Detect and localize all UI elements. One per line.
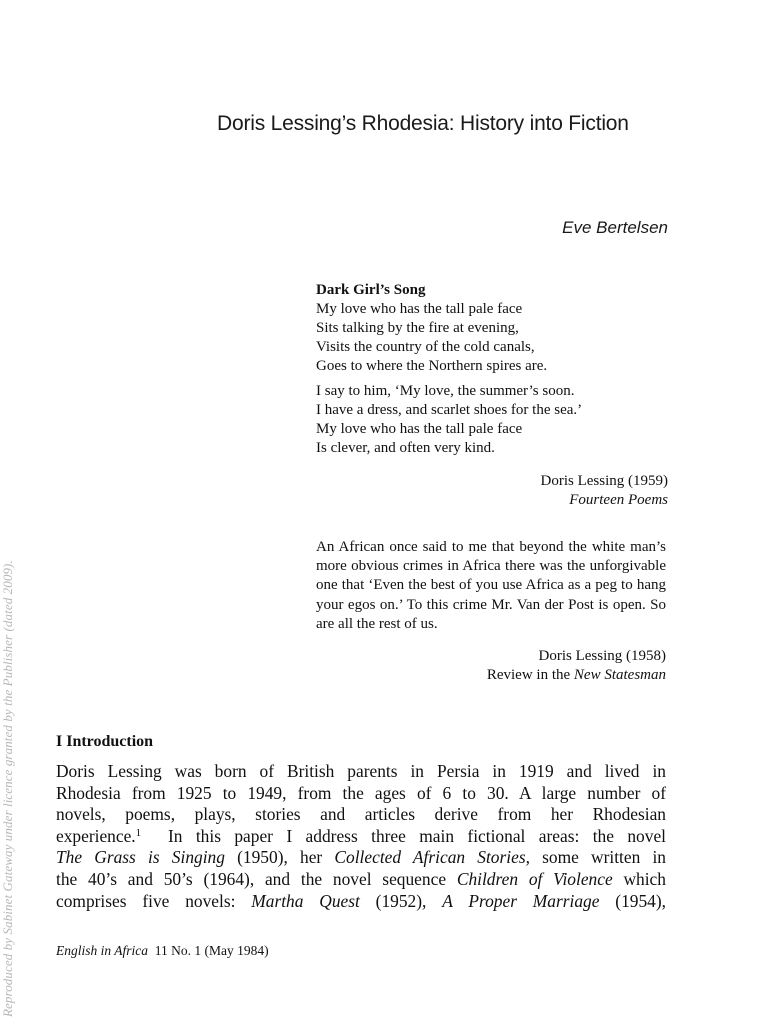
poem-line: Visits the country of the cold canals, [316, 339, 535, 355]
paper-title: Doris Lessing’s Rhodesia: History into Fiction [217, 112, 629, 135]
work-title: A Proper Marriage [442, 890, 600, 911]
journal-issue: 11 No. 1 (May 1984) [154, 943, 269, 958]
section-heading: I Introduction [56, 733, 154, 750]
poem-line: My love who has the tall pale face [316, 301, 523, 317]
quote-text: An African once said to me that beyond the white man’s more obvious crimes in Africa there was the unforgivable one that ‘Even the best of you use Africa as a peg to hang your egos on.’ To this crime Mr. Van der Post is open. So are all the rest of us. [316, 539, 666, 632]
attribution-line [316, 666, 666, 685]
body-line [56, 869, 666, 891]
poem-stanza-2 [316, 382, 668, 458]
poem-line: I say to him, ‘My love, the summer’s soon. [316, 383, 575, 399]
attribution-source: New Statesman [573, 667, 666, 684]
author-name: Eve Bertelsen [562, 218, 668, 237]
poem-epigraph [316, 281, 668, 510]
journal-footer [56, 943, 269, 959]
attribution-author-year: Doris Lessing (1958) [538, 648, 666, 665]
poem-line: Sits talking by the fire at evening, [316, 320, 519, 336]
poem-attribution [316, 472, 668, 510]
quote-epigraph [316, 538, 666, 685]
reproduction-watermark: Reproduced by Sabinet Gateway under licence granted by the Publisher (dated 2009). [0, 560, 15, 1017]
body-line: Doris Lessing was born of British parents in Persia in 1919 and lived in [56, 761, 666, 781]
body-line [56, 826, 666, 848]
poem-stanza-1 [316, 300, 668, 376]
poem-line: Goes to where the Northern spires are. [316, 358, 548, 374]
quote-attribution [316, 647, 666, 685]
body-text-run: which [623, 868, 666, 889]
body-text-run: (1952), [375, 890, 427, 911]
journal-name: English in Africa [56, 943, 149, 958]
body-text-run: (1954), [615, 890, 666, 911]
body-text-run: (1950), her [237, 847, 323, 868]
body-line [56, 847, 666, 869]
body-text-run: the 40’s and 50’s (1964), and the novel sequence [56, 868, 447, 889]
body-line: Rhodesia from 1925 to 1949, from the ages of 6 to 30. A large number of [56, 782, 666, 803]
poem-title: Dark Girl’s Song [316, 282, 426, 298]
poem-line: My love who has the tall pale face [316, 421, 523, 437]
work-title: Children of Violence [456, 868, 613, 889]
poem-line: I have a dress, and scarlet shoes for the sea.’ [316, 402, 583, 418]
attribution-author-year: Doris Lessing (1959) [540, 473, 668, 489]
body-line [56, 891, 666, 913]
body-line: novels, poems, plays, stories and articles derive from her Rhodesian [56, 804, 666, 825]
body-text-run: comprises five novels: [56, 890, 236, 911]
attribution-source: Fourteen Poems [569, 492, 668, 508]
poem-line: Is clever, and often very kind. [316, 440, 495, 456]
footnote-marker[interactable]: 1 [135, 826, 142, 839]
body-text-run: In this paper I address three main fictional areas: the novel [167, 825, 666, 846]
work-title: The Grass is Singing [56, 847, 225, 868]
body-paragraph [56, 761, 666, 912]
work-title: Collected African Stories, [334, 847, 530, 868]
body-text-run: experience. [56, 825, 136, 846]
attribution-prefix: Review in the [486, 667, 571, 684]
work-title: Martha Quest [251, 890, 360, 911]
body-text-run: some written in [542, 847, 666, 868]
